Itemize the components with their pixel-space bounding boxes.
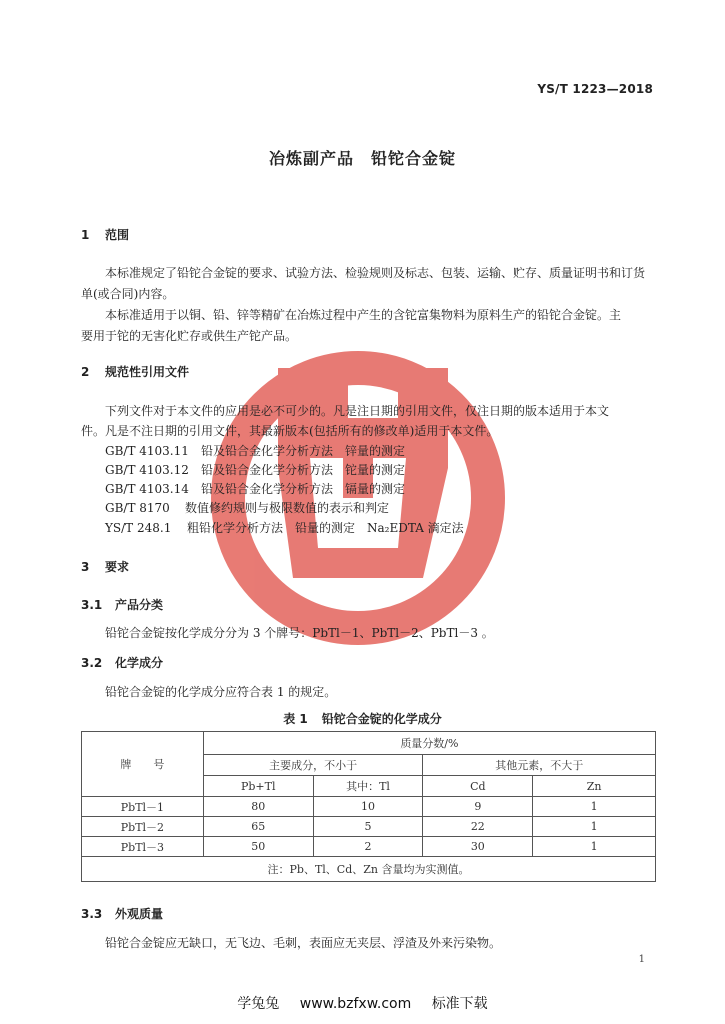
reference-item (105, 519, 464, 536)
section-title: 外观质量 (115, 907, 164, 921)
section-title: 要求 (105, 560, 130, 574)
section-number: 3.2 (81, 656, 103, 670)
table-cell: 1 (533, 837, 656, 857)
reference-code: GB/T 4103.14 (105, 482, 189, 496)
section-3-2-heading (81, 654, 163, 671)
section-number: 3.1 (81, 598, 103, 612)
section-title: 化学成分 (115, 656, 164, 670)
reference-code: GB/T 4103.11 (105, 444, 189, 458)
reference-title: 铅及铅合金化学分析方法 镉量的测定 (201, 482, 406, 496)
reference-code: YS/T 248.1 (105, 521, 172, 535)
reference-item (105, 461, 405, 478)
paragraph-line: 要用于铊的无害化贮存或供生产铊产品。 (81, 329, 298, 343)
column-header: 其中：Tl (313, 776, 423, 797)
column-header: Cd (423, 776, 533, 797)
table-row (82, 837, 656, 857)
table-cell: 1 (533, 817, 656, 837)
table-row (82, 797, 656, 817)
table-cell: 10 (313, 797, 423, 817)
section-title: 范围 (105, 228, 130, 242)
table-number: 表 1 (283, 712, 308, 726)
table-cell: 50 (203, 837, 313, 857)
paragraph-line: 本标准适用于以铜、铅、锌等精矿在冶炼过程中产生的含铊富集物料为原料生产的铅铊合金锭。主 (105, 308, 622, 322)
section-number: 3 (81, 560, 90, 574)
reference-item (105, 499, 389, 516)
table-cell: PbTl－2 (82, 817, 204, 837)
table-cell: 5 (313, 817, 423, 837)
section-title: 规范性引用文件 (105, 365, 190, 379)
table-cell: PbTl－1 (82, 797, 204, 817)
table-title: 铅铊合金锭的化学成分 (321, 712, 442, 726)
section-number: 2 (81, 365, 90, 379)
header-mass-fraction: 质量分数/% (203, 732, 655, 755)
section-1-heading (81, 226, 129, 243)
reference-item (105, 480, 405, 497)
footer-url-link[interactable]: www.bzfxw.com (299, 996, 412, 1012)
table-cell: 1 (533, 797, 656, 817)
paragraph-line: 铅铊合金锭的化学成分应符合表 1 的规定。 (105, 685, 337, 699)
paragraph-line: 铅铊合金锭应无缺口，无飞边、毛刺，表面应无夹层、浮渣及外来污染物。 (105, 936, 502, 950)
column-header: Zn (533, 776, 656, 797)
reference-code: GB/T 4103.12 (105, 463, 189, 477)
section-3-1-heading (81, 596, 163, 613)
table-cell: 65 (203, 817, 313, 837)
table-cell: 9 (423, 797, 533, 817)
chemical-composition-table (81, 731, 656, 882)
paragraph-line: 铅铊合金锭按化学成分分为 3 个牌号：PbTl－1、PbTl－2、PbTl－3 。 (105, 626, 494, 640)
table-cell: 80 (203, 797, 313, 817)
page-number: 1 (638, 954, 645, 965)
table-row (82, 817, 656, 837)
footer-banner (0, 993, 725, 1013)
table-caption (0, 710, 725, 727)
footer-tagline: 标准下载 (431, 996, 488, 1012)
paragraph-line: 下列文件对于本文件的应用是必不可少的。凡是注日期的引用文件，仅注日期的版本适用于本文 (105, 404, 610, 418)
header-main-components: 主要成分，不小于 (203, 755, 423, 776)
column-header: Pb+Tl (203, 776, 313, 797)
table-cell: PbTl－3 (82, 837, 204, 857)
document-title: 冶炼副产品 铅铊合金锭 (268, 149, 456, 168)
watermark-logo-icon (198, 348, 518, 648)
table-cell: 22 (423, 817, 533, 837)
section-2-heading (81, 363, 189, 380)
paragraph-line: 本标准规定了铅铊合金锭的要求、试验方法、检验规则及标志、包装、运输、贮存、质量证明书和订货 (105, 266, 646, 280)
paragraph-line: 单(或合同)内容。 (81, 287, 175, 301)
reference-title: 粗铅化学分析方法 铅量的测定 Na₂EDTA 滴定法 (187, 521, 464, 535)
table-cell: 2 (313, 837, 423, 857)
reference-title: 数值修约规则与极限数值的表示和判定 (185, 501, 390, 515)
section-title: 产品分类 (115, 598, 164, 612)
paragraph-line: 件。凡是不注日期的引用文件，其最新版本(包括所有的修改单)适用于本文件。 (81, 424, 499, 438)
table-note: 注：Pb、Tl、Cd、Zn 含量均为实测值。 (82, 857, 656, 882)
header-other-elements: 其他元素，不大于 (423, 755, 656, 776)
reference-title: 铅及铅合金化学分析方法 锌量的测定 (201, 444, 406, 458)
footer-site-name: 学兔兔 (237, 996, 280, 1012)
standard-code: YS/T 1223—2018 (537, 82, 653, 96)
section-3-3-heading (81, 905, 163, 922)
header-grade: 牌 号 (82, 732, 204, 797)
reference-code: GB/T 8170 (105, 501, 170, 515)
reference-item (105, 442, 405, 459)
section-number: 1 (81, 228, 90, 242)
reference-title: 铅及铅合金化学分析方法 铊量的测定 (201, 463, 406, 477)
section-number: 3.3 (81, 907, 103, 921)
section-3-heading (81, 558, 129, 575)
table-cell: 30 (423, 837, 533, 857)
